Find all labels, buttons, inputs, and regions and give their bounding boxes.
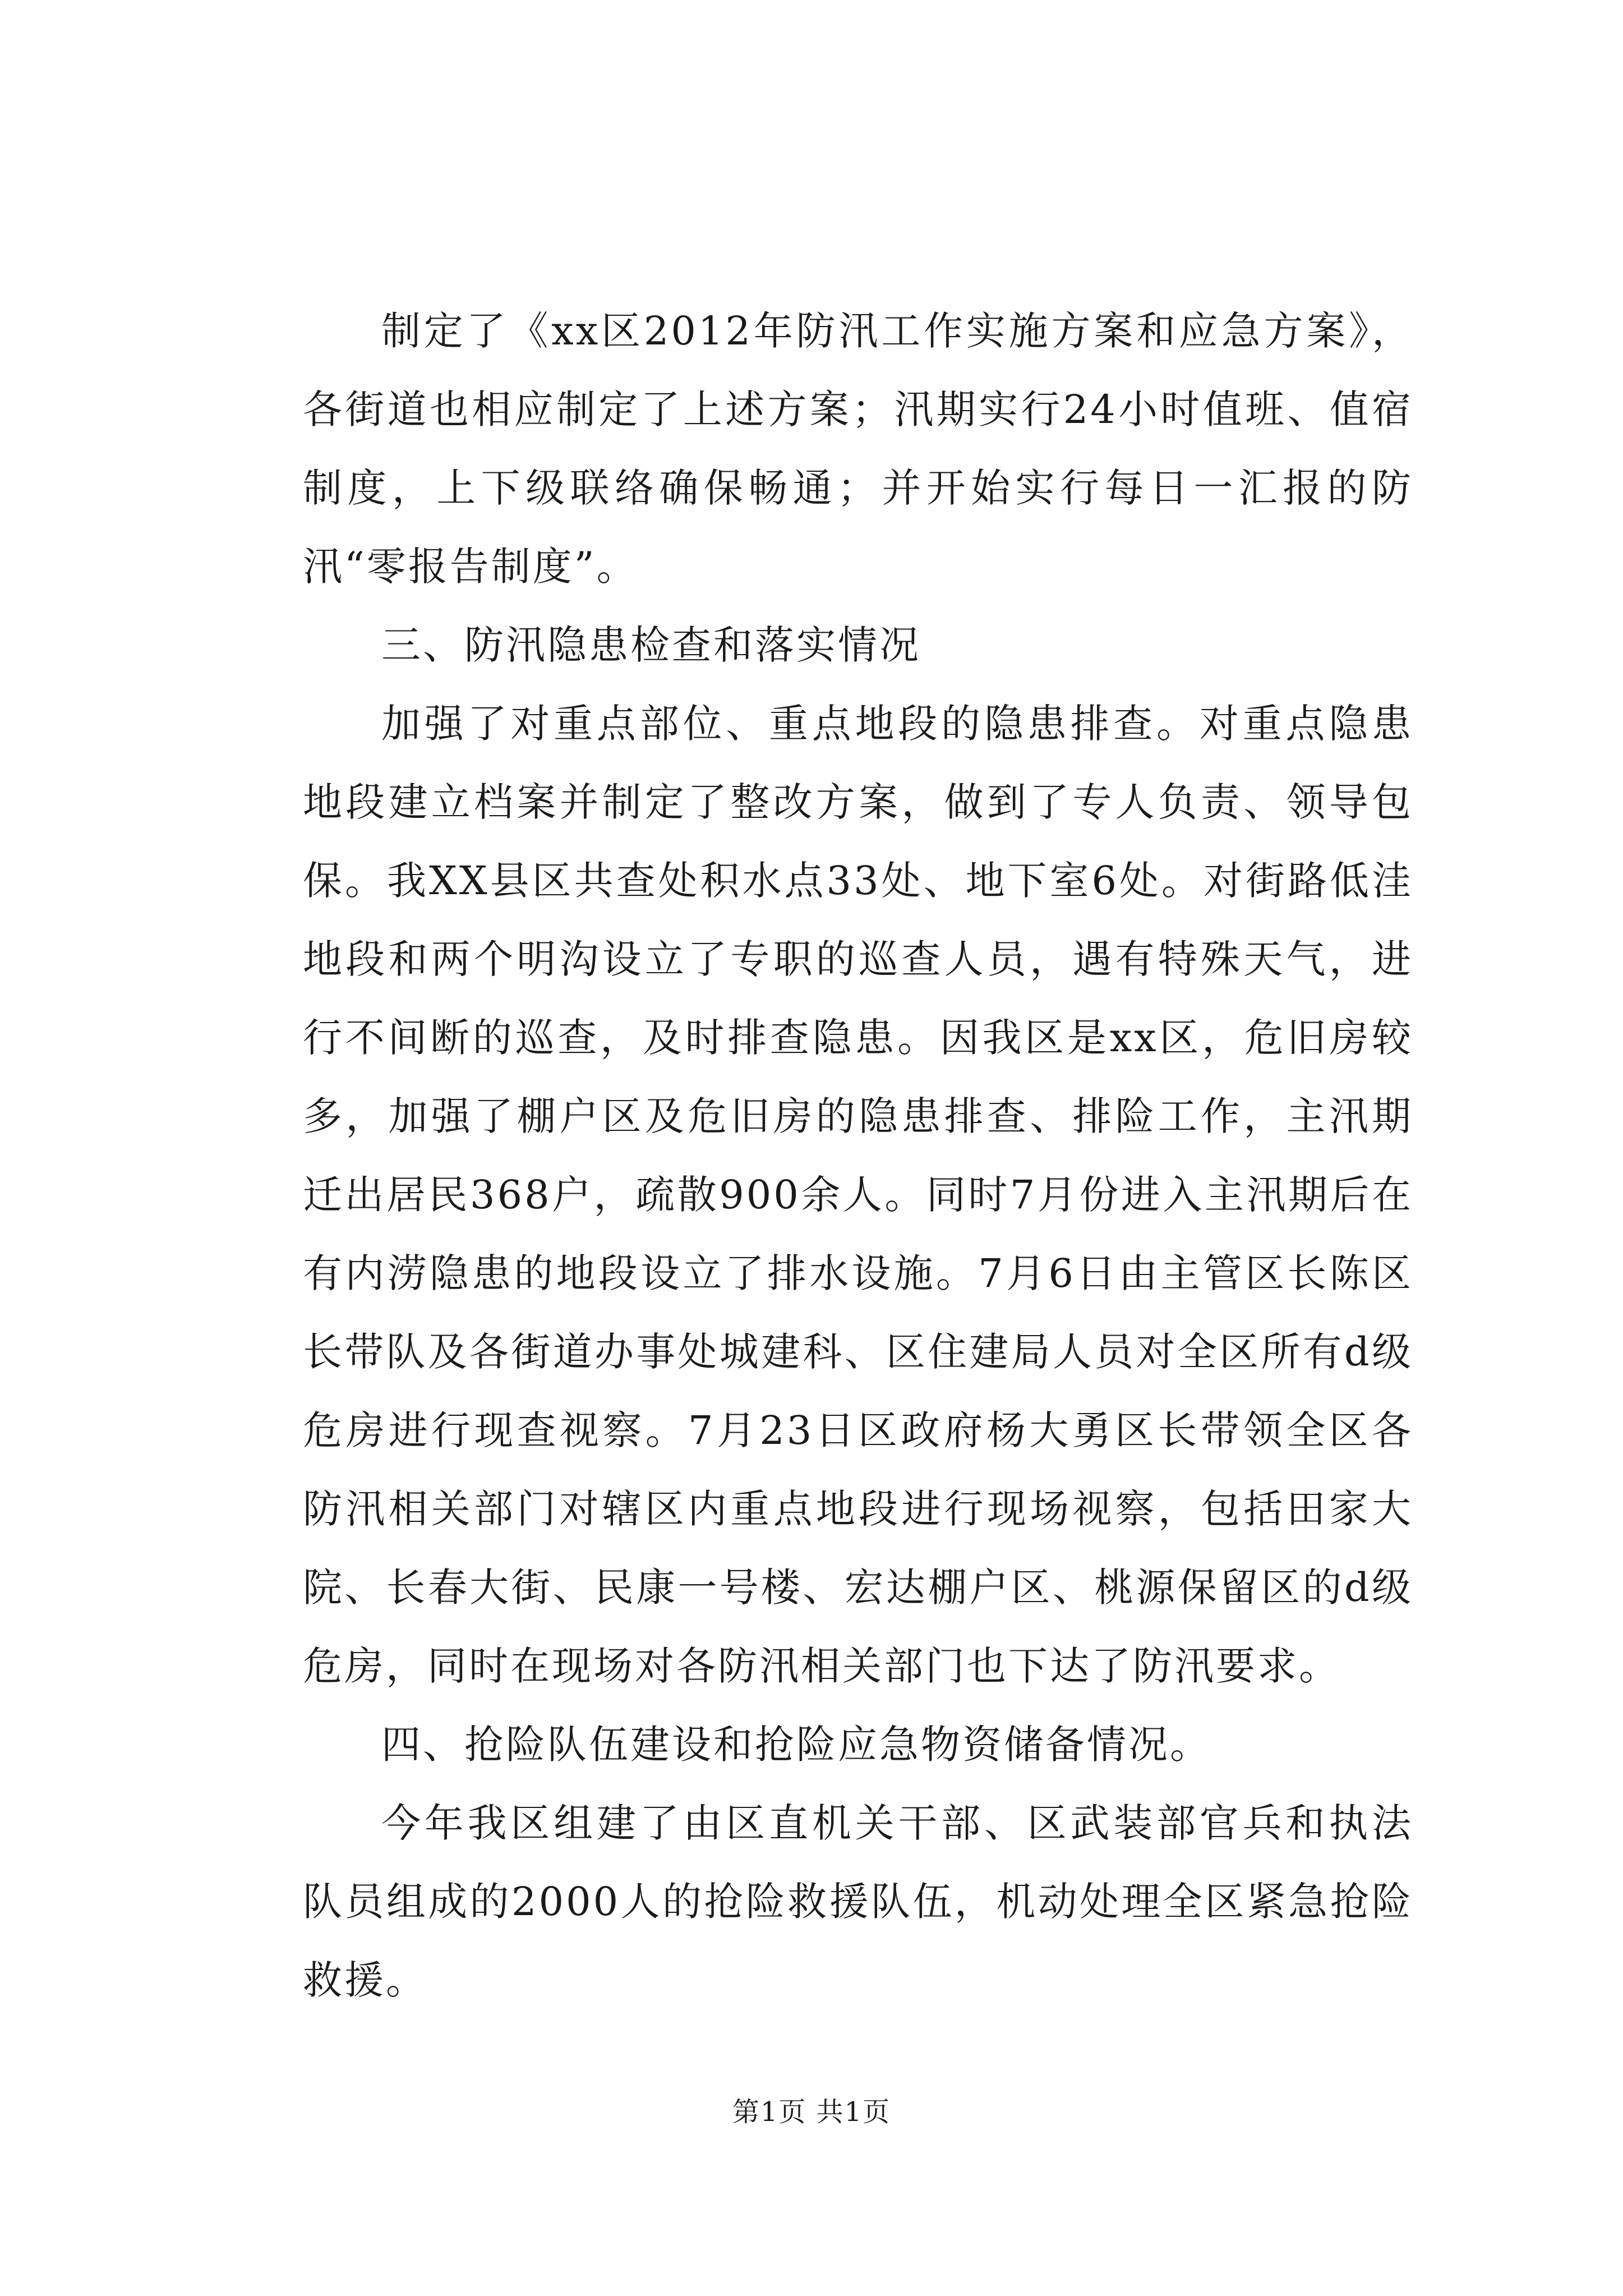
page-footer: 第1页 共1页: [732, 2096, 891, 2128]
paragraph-rescue-team: 今年我区组建了由区直机关干部、区武装部官兵和执法队员组成的2000人的抢险救援队伍，机动处理全区紧急抢险救援。: [303, 1800, 1413, 2003]
section-heading-4: 四、抢险队伍建设和抢险应急物资储备情况。: [381, 1722, 1211, 1768]
section-heading-3: 三、防汛隐患检查和落实情况: [381, 622, 921, 668]
paragraph-plan: 制定了《xx区2012年防汛工作实施方案和应急方案》，各街道也相应制定了上述方案；汛期实行24小时值班、值宿制度，上下级联络确保畅通；并开始实行每日一汇报的防汛“零报告制度”。: [303, 308, 1413, 590]
paragraph-hazard-inspection: 加强了对重点部位、重点地段的隐患排查。对重点隐患地段建立档案并制定了整改方案，做到了专人负责、领导包保。我XX县区共查处积水点33处、地下室6处。对街路低洼地段和两个明沟设立了专职的巡查人员，遇有特殊天气，进行不间断的巡查，及时排查隐患。因我区是xx区，危旧房较多，加强了棚户区及危旧房的隐患排查、排险工作，主汛期迁出居民368户，疏散900余人。同时7月份进入主汛期后在有内涝隐患的地段设立了排水设施。7月6日由主管区长陈区长带队及各街道办事处城建科、区住建局人员对全区所有d级危房进行现查视察。7月23日区政府杨大勇区长带领全区各防汛相关部门对辖区内重点地段进行现场视察，包括田家大院、长春大街、民康一号楼、宏达棚户区、桃源保留区的d级危房，同时在现场对各防汛相关部门也下达了防汛要求。: [303, 701, 1413, 1689]
document-body: [303, 292, 1413, 2019]
